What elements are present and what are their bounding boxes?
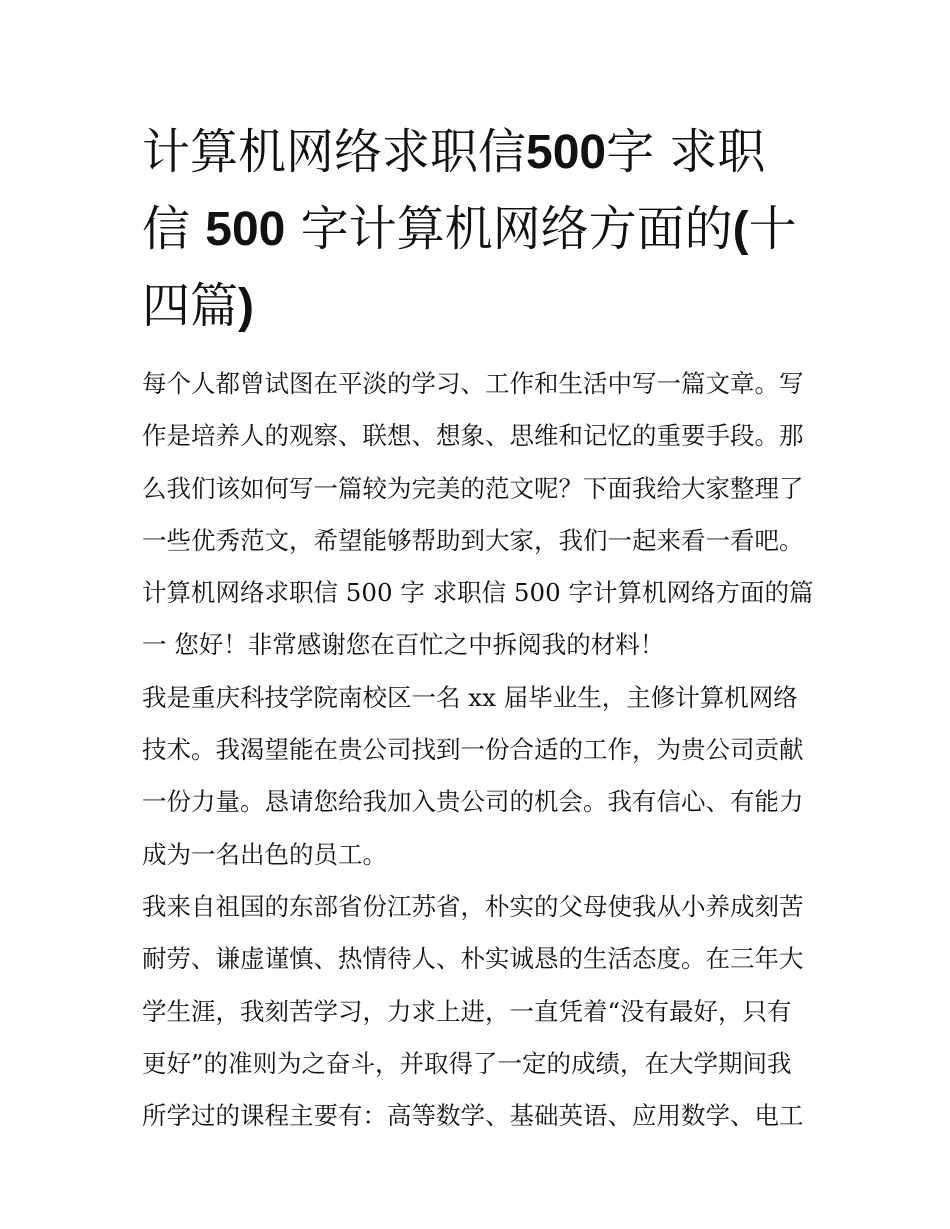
title-number-2: 500 bbox=[205, 203, 286, 256]
title-text-5: 十 bbox=[748, 201, 797, 257]
title-text-2: 字 求职 bbox=[606, 124, 766, 180]
body-line: 一些优秀范文，希望能够帮助到大家，我们一起来看一看吧。 bbox=[142, 525, 804, 555]
document-body bbox=[142, 358, 814, 1142]
body-line: 一 您好！非常感谢您在百忙之中拆阅我的材料！ bbox=[142, 630, 665, 660]
paragraph-self-intro bbox=[142, 672, 814, 881]
body-line: 成为一名出色的员工。 bbox=[142, 839, 387, 869]
body-line: 么我们该如何写一篇较为完美的范文呢？下面我给大家整理了 bbox=[142, 473, 804, 503]
title-text-6: 四篇 bbox=[142, 278, 239, 334]
title-paren-open: ( bbox=[732, 203, 749, 256]
body-line: 我来自祖国的东部省份江苏省，朴实的父母使我从小养成刻苦 bbox=[142, 891, 804, 921]
body-line: 一份力量。恳请您给我加入贵公司的机会。我有信心、有能力 bbox=[142, 787, 804, 817]
title-number-1: 500 bbox=[526, 126, 607, 179]
body-line: 技术。我渴望能在贵公司找到一份合适的工作，为贵公司贡献 bbox=[142, 735, 804, 765]
body-line: 学生涯，我刻苦学习，力求上进，一直凭着“没有最好，只有 bbox=[142, 996, 792, 1026]
title-text-1: 计算机网络求职信 bbox=[142, 124, 527, 180]
body-line: 所学过的课程主要有：高等数学、基础英语、应用数学、电工 bbox=[142, 1101, 804, 1131]
title-text-4: 字计算机网络方面的 bbox=[300, 201, 733, 257]
paragraph-section-heading bbox=[142, 567, 814, 672]
paragraph-intro bbox=[142, 358, 814, 567]
body-line: 计算机网络求职信 500 字 求职信 500 字计算机网络方面的篇 bbox=[142, 578, 814, 608]
document-title bbox=[142, 114, 822, 345]
title-paren-close: ) bbox=[238, 280, 254, 333]
title-text-3: 信 bbox=[142, 201, 191, 257]
body-line: 更好”的准则为之奋斗，并取得了一定的成绩，在大学期间我 bbox=[142, 1048, 792, 1078]
body-line: 我是重庆科技学院南校区一名 xx 届毕业生，主修计算机网络 bbox=[142, 682, 798, 712]
body-line: 每个人都曾试图在平淡的学习、工作和生活中写一篇文章。写 bbox=[142, 369, 804, 398]
body-line: 耐劳、谦虚谨慎、热情待人、朴实诚恳的生活态度。在三年大 bbox=[142, 944, 804, 974]
body-line: 作是培养人的观察、联想、想象、思维和记忆的重要手段。那 bbox=[142, 421, 804, 451]
paragraph-background bbox=[142, 881, 814, 1142]
